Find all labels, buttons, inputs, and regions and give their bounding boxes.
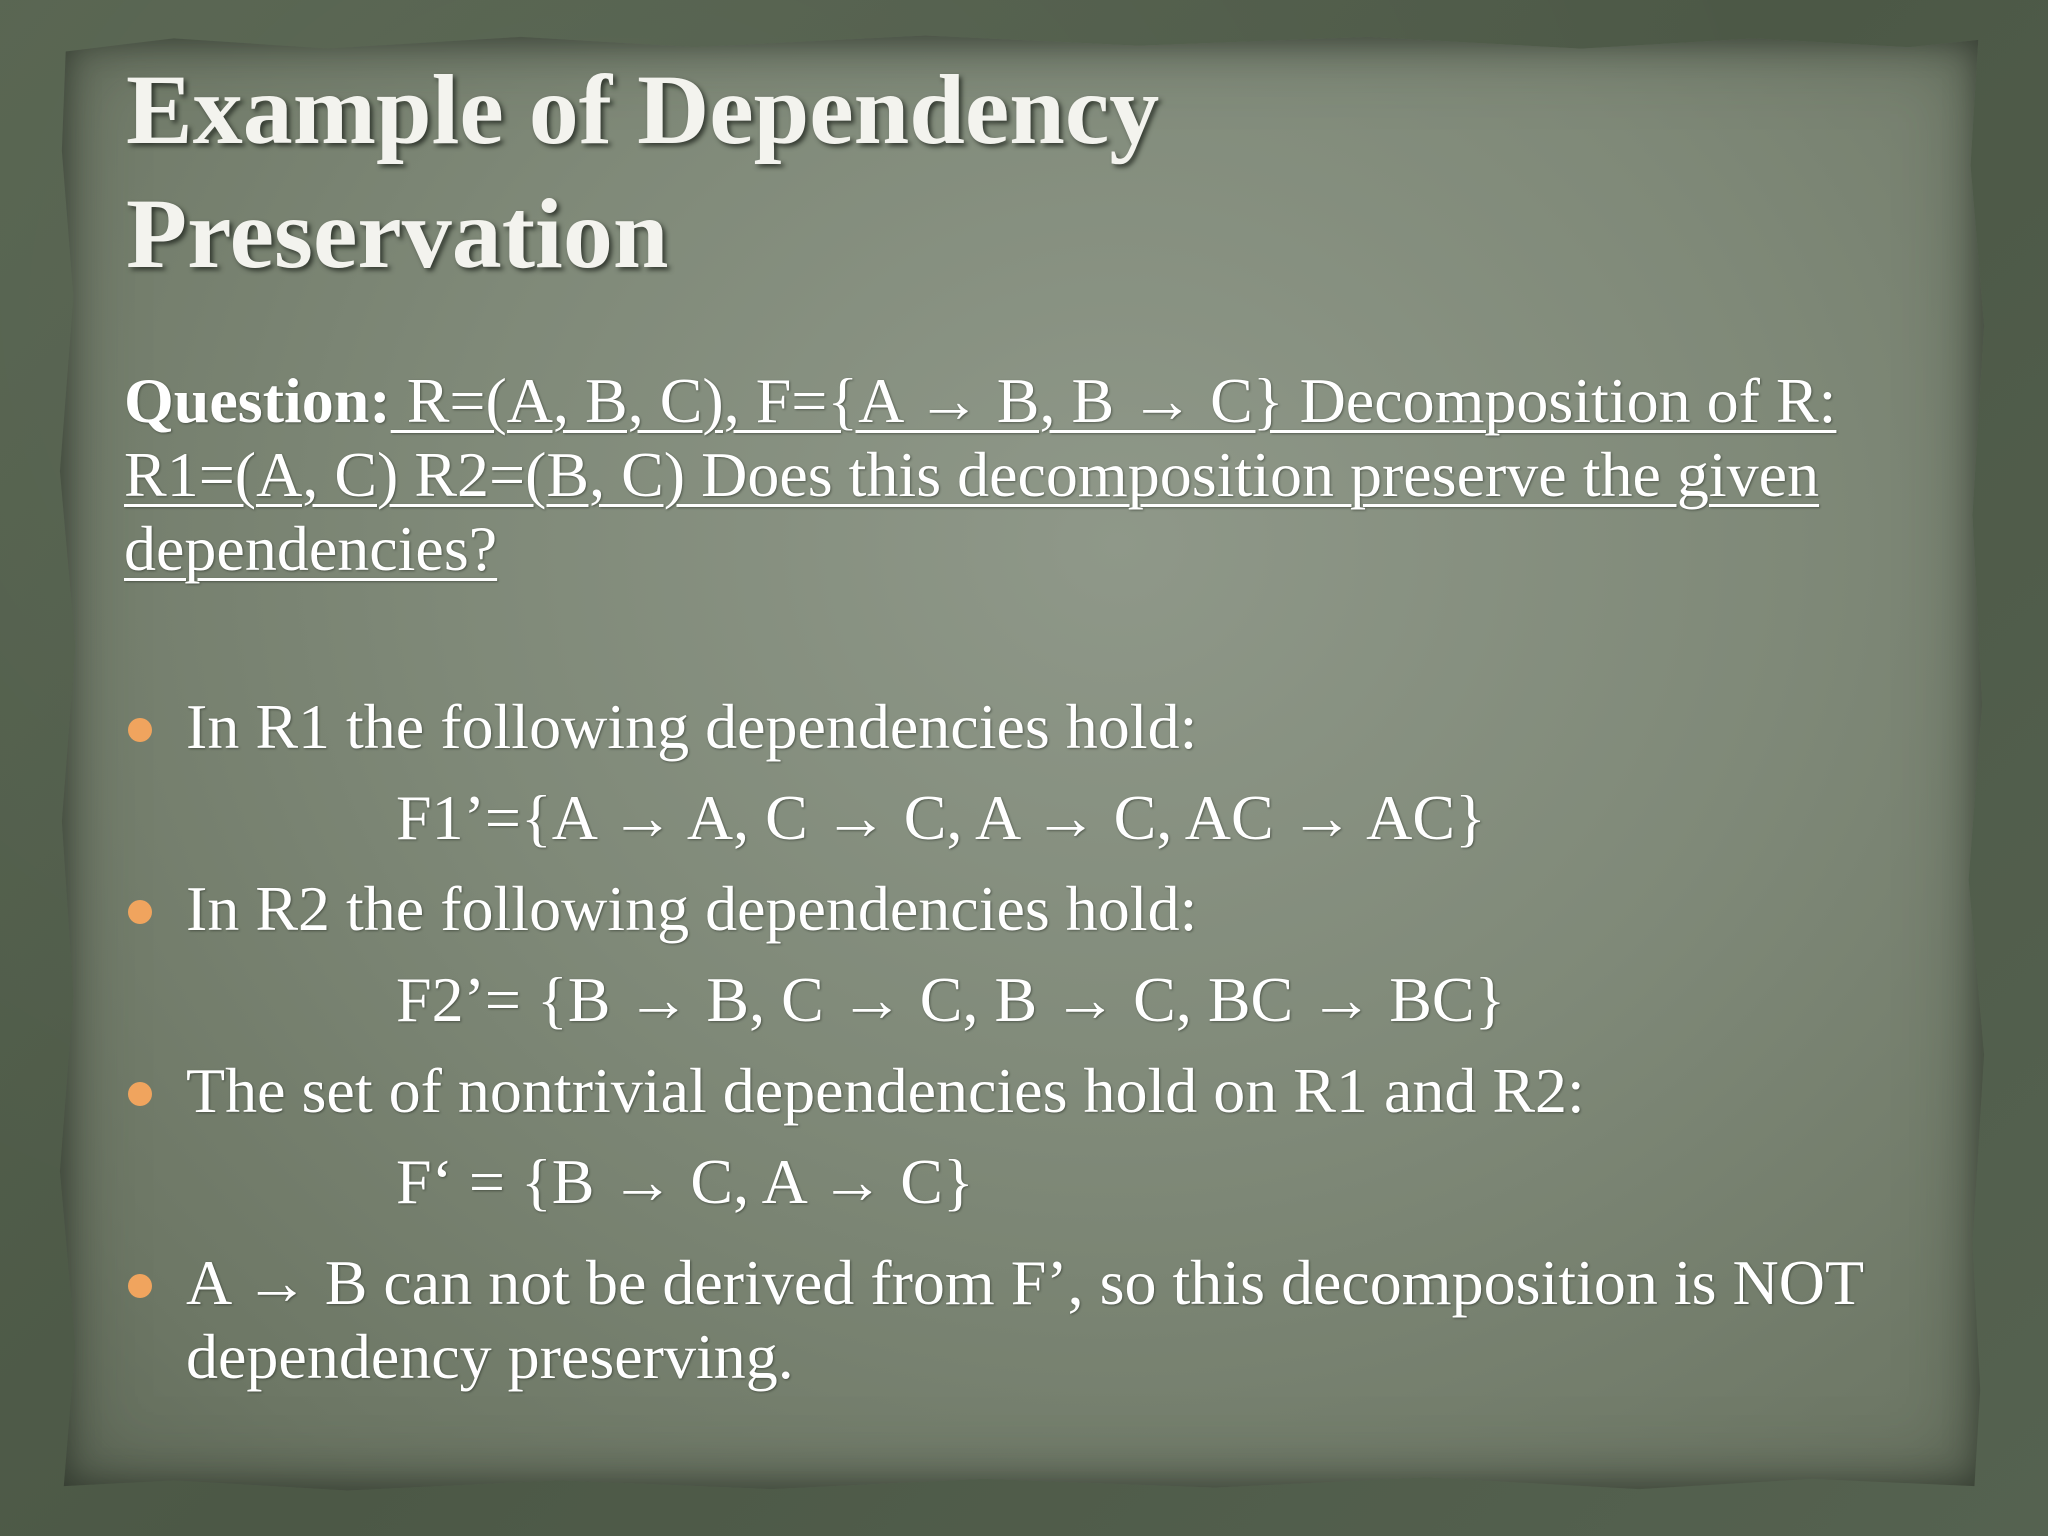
formula-f1: F1’={A → A, C → C, A → C, AC → AC} (396, 782, 1486, 853)
bullet-list (124, 690, 1924, 1394)
bullet-dot-icon (128, 900, 152, 924)
question-paragraph (124, 364, 1884, 586)
bullet-item-nontrivial (124, 1054, 1924, 1128)
question-label: Question: (124, 365, 391, 436)
title-line-2: Preservation (126, 178, 669, 289)
bullet-item-conclusion (124, 1246, 1924, 1394)
bullet-text: In R2 the following dependencies hold: (186, 873, 1198, 944)
formula-f-prime: F‘ = {B → C, A → C} (396, 1146, 974, 1217)
bullet-dot-icon (128, 718, 152, 742)
bullet-text: In R1 the following dependencies hold: (186, 691, 1198, 762)
title-line-1: Example of Dependency (126, 54, 1160, 165)
formula-f2: F2’= {B → B, C → C, B → C, BC → BC} (396, 964, 1506, 1035)
question-text: R=(A, B, C), F={A → B, B → C} Decomposition of R: R1=(A, C) R2=(B, C) Does this decomposition preserve the given dependencies? (124, 365, 1837, 584)
bullet-item-r1 (124, 690, 1924, 764)
slide-title (126, 48, 1626, 296)
bullet-text: A → B can not be derived from F’, so this decomposition is NOT dependency preserving. (186, 1247, 1863, 1392)
bullet-text: The set of nontrivial dependencies hold on R1 and R2: (186, 1055, 1585, 1126)
bullet-dot-icon (128, 1274, 152, 1298)
bullet-dot-icon (128, 1082, 152, 1106)
bullet-item-r2 (124, 872, 1924, 946)
